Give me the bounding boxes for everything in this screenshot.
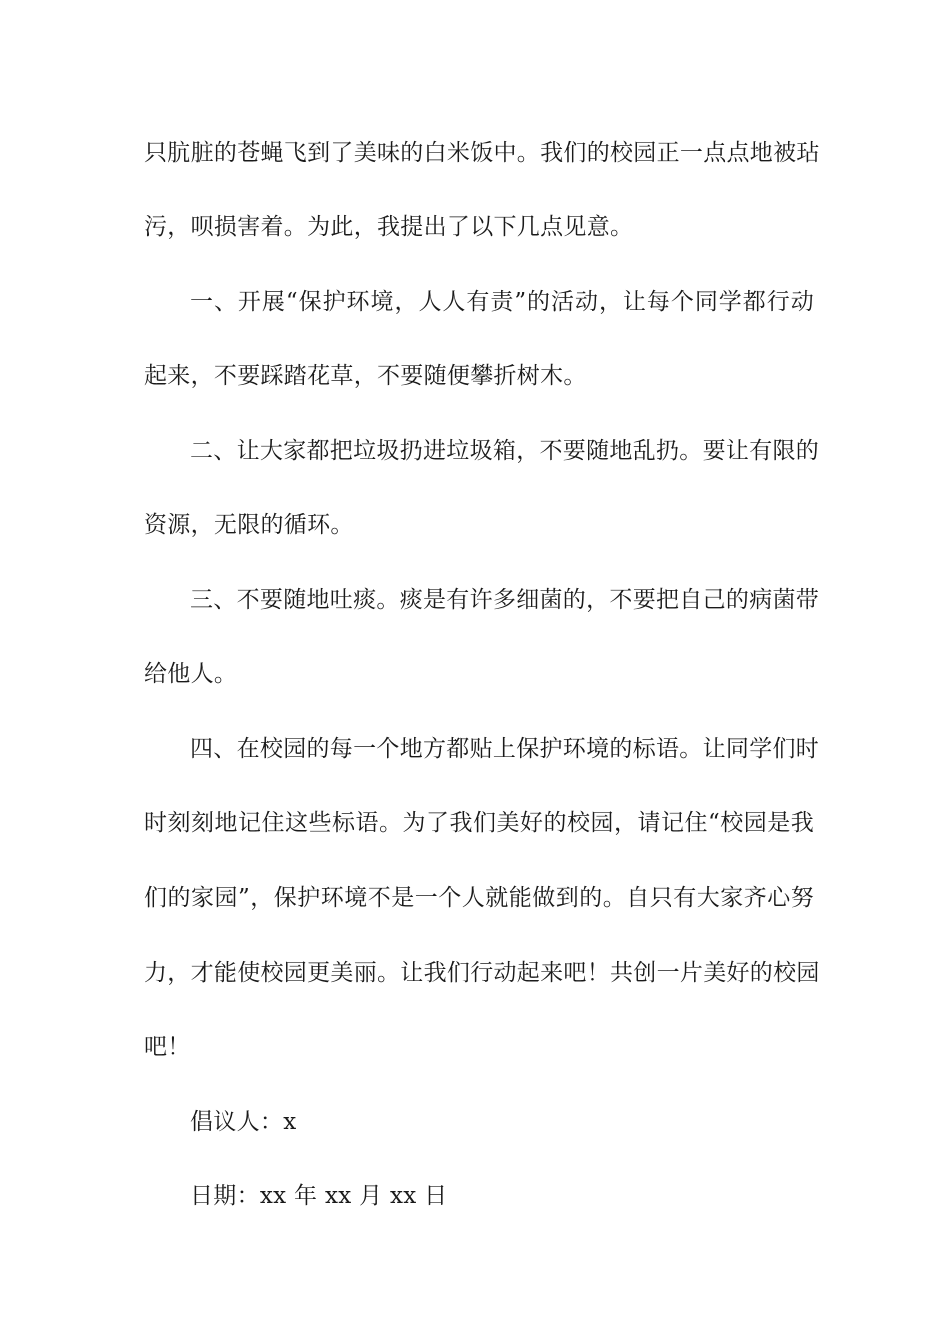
paragraph-line: 一、开展“保护环境，人人有责”的活动，让每个同学都行动 (190, 289, 814, 315)
date-line: 日期：xx 年 xx 月 xx 日 (190, 1183, 448, 1209)
paragraph-line: 污，呗损害着。为此，我提出了以下几点见意。 (144, 214, 634, 240)
paragraph-line: 吧！ (144, 1034, 191, 1060)
paragraph-line: 时刻刻地记住这些标语。为了我们美好的校园，请记住“校园是我 (144, 810, 814, 836)
proposer-line: 倡议人：x (190, 1109, 297, 1135)
paragraph-line: 二、让大家都把垃圾扔进垃圾箱，不要随地乱扔。要让有限的 (190, 438, 820, 464)
paragraph-line: 只肮脏的苍蝇飞到了美味的白米饭中。我们的校园正一点点地被玷 (144, 140, 820, 166)
paragraph-line: 给他人。 (144, 661, 238, 687)
paragraph-line: 资源，无限的循环。 (144, 512, 354, 538)
paragraph-line: 起来，不要踩踏花草，不要随便攀折树木。 (144, 363, 587, 389)
paragraph-line: 三、不要随地吐痰。痰是有许多细菌的，不要把自己的病菌带 (190, 587, 820, 613)
paragraph-line: 力，才能使校园更美丽。让我们行动起来吧！共创一片美好的校园 (144, 960, 820, 986)
paragraph-line: 四、在校园的每一个地方都贴上保护环境的标语。让同学们时 (190, 736, 820, 762)
paragraph-line: 们的家园”，保护环境不是一个人就能做到的。自只有大家齐心努 (144, 885, 814, 911)
